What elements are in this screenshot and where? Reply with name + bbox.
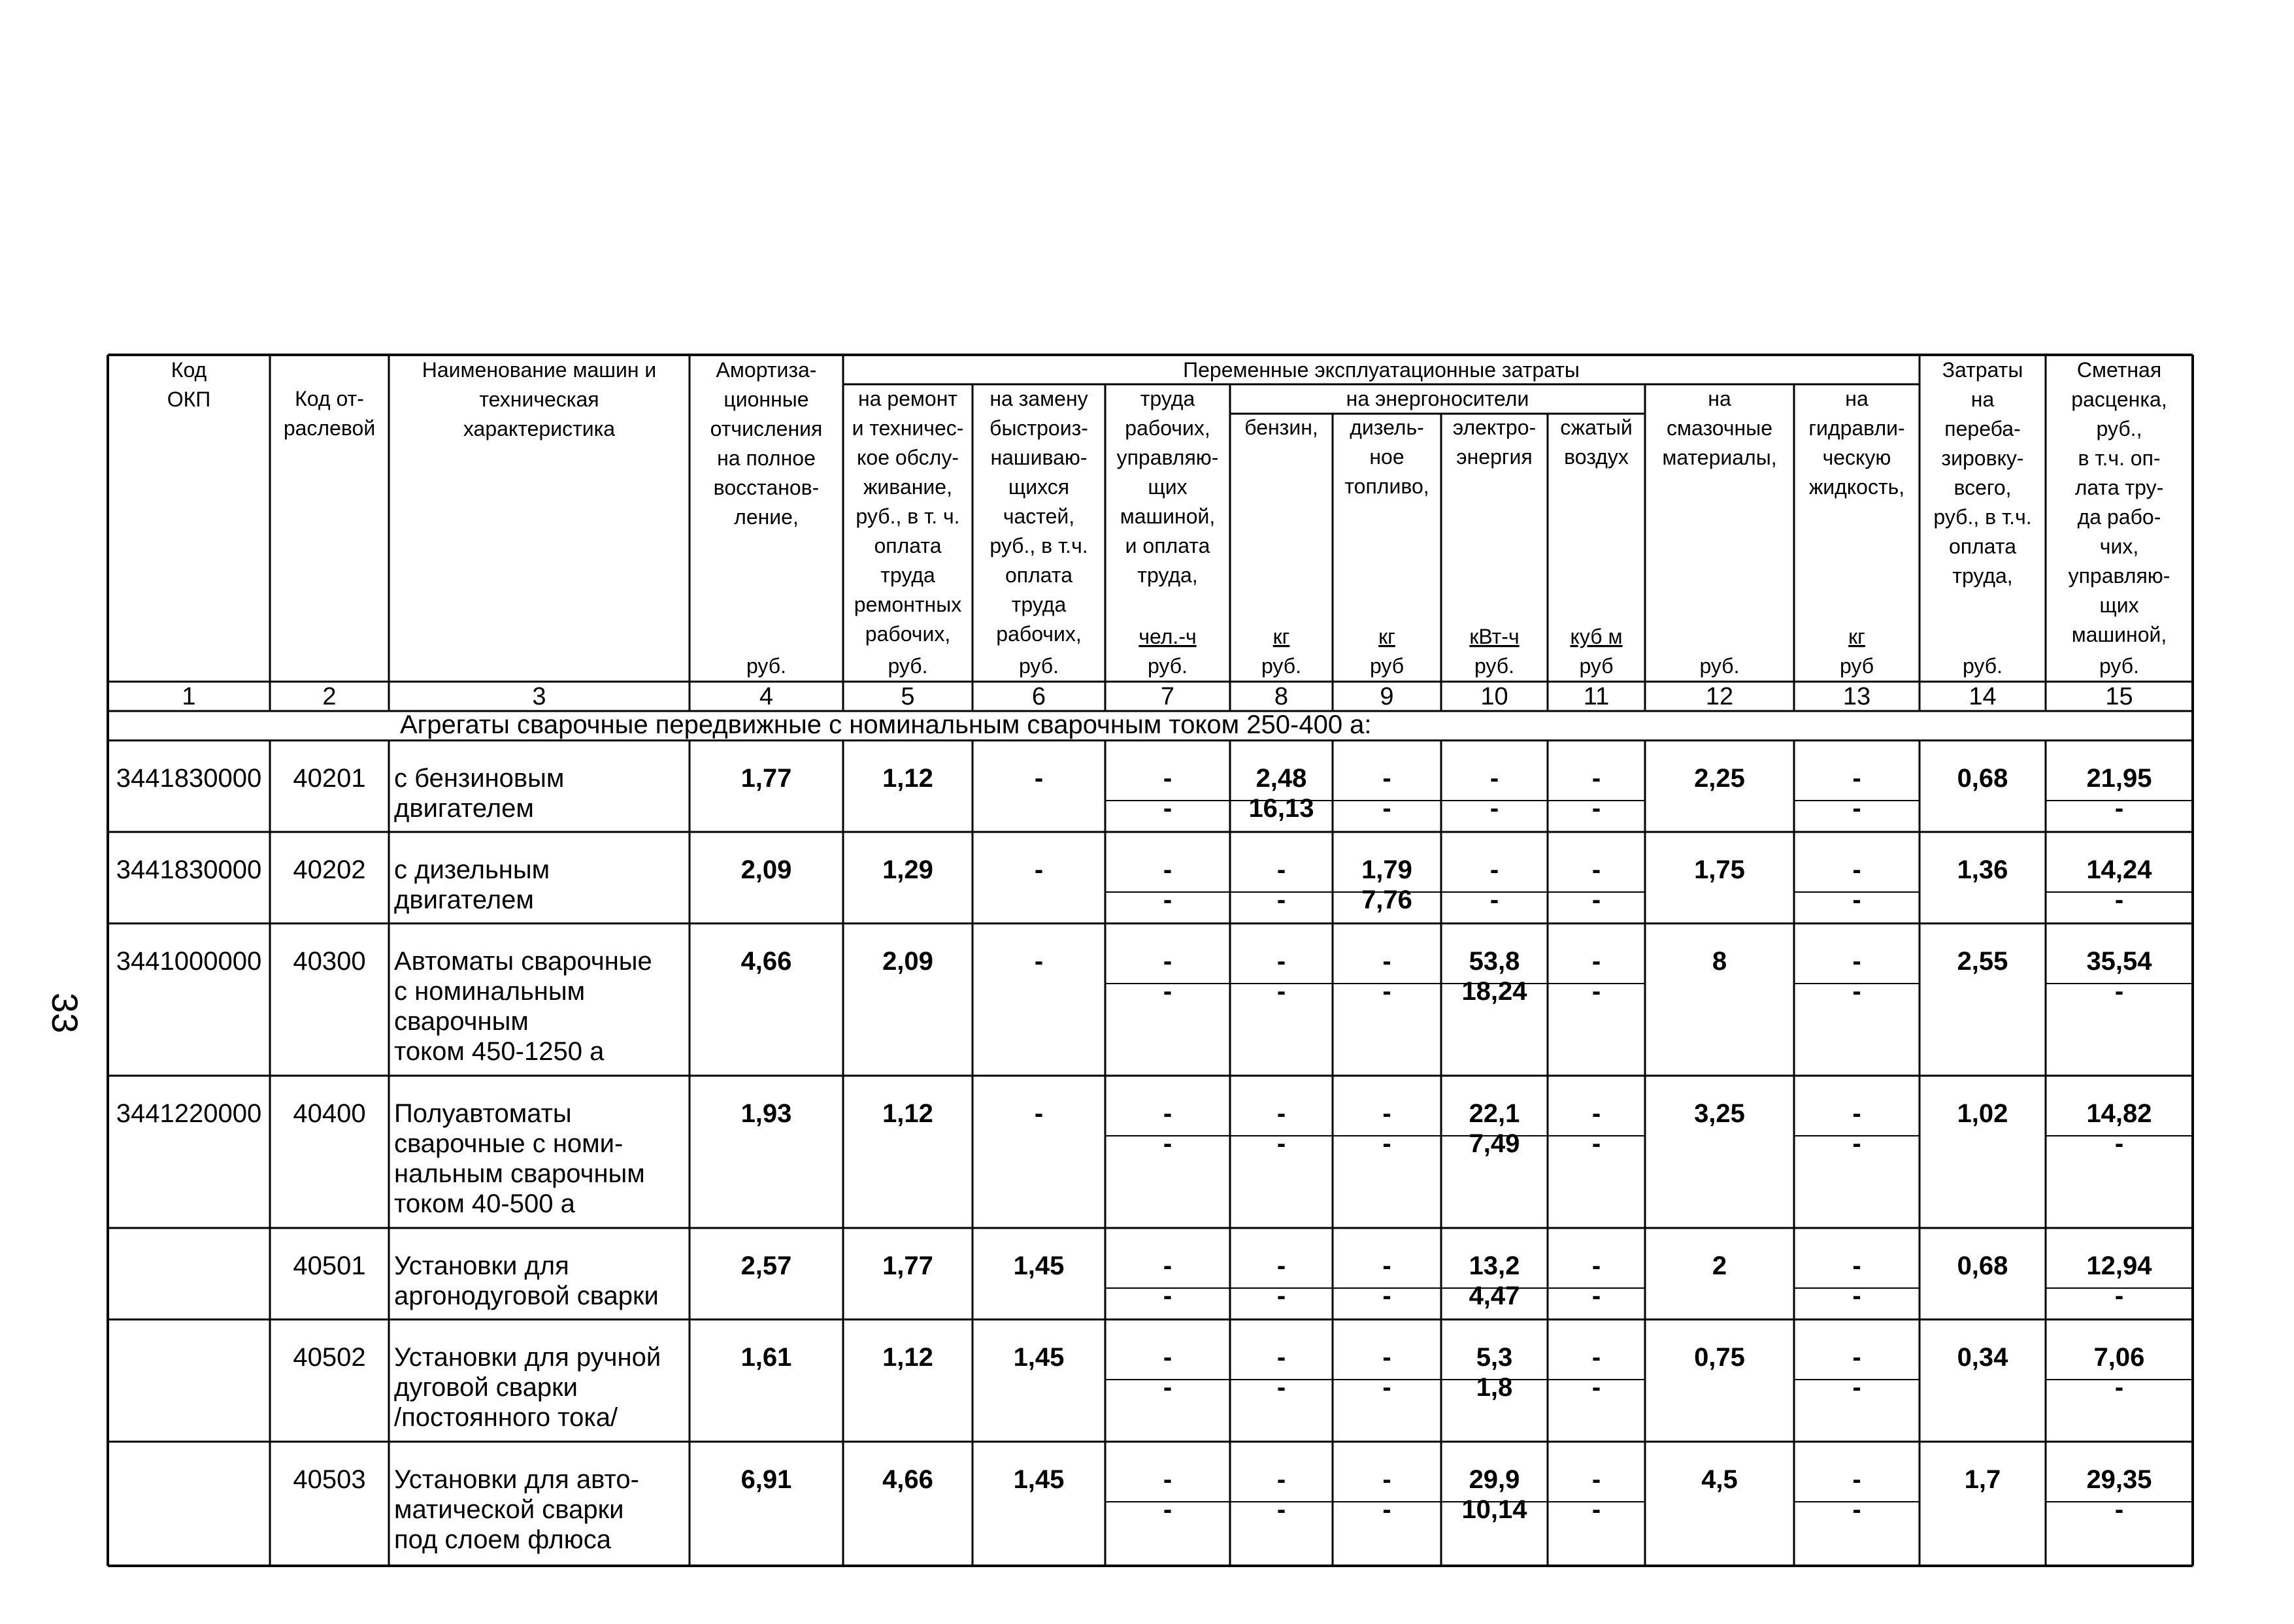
header-text: на замену	[989, 387, 1088, 410]
value-c7: -	[1163, 855, 1172, 884]
column-number: 8	[1274, 683, 1289, 710]
header-unit: руб.	[1018, 654, 1059, 678]
value-c9: 1,79	[1361, 855, 1412, 884]
header-text: Код от-	[295, 387, 364, 410]
value-c8: -	[1276, 855, 1286, 884]
value-c13: -	[1852, 1465, 1861, 1494]
branch-code: 40201	[293, 764, 366, 793]
header-text: всего,	[1953, 476, 2012, 499]
value-c10-sub: 18,24	[1461, 977, 1527, 1006]
value-c7-sub: -	[1163, 794, 1172, 823]
value-c7-sub: -	[1163, 1373, 1172, 1402]
header-text: расценка,	[2071, 388, 2167, 411]
header-text: воздух	[1564, 445, 1629, 469]
header-unit: руб.	[1474, 654, 1515, 678]
header-text: труда,	[1137, 563, 1198, 587]
header-text: дизель-	[1350, 416, 1424, 439]
value-c9: -	[1382, 1099, 1391, 1128]
header-text: труда	[1140, 387, 1195, 410]
energy-title: на энергоносители	[1346, 387, 1529, 410]
branch-code: 40501	[293, 1251, 366, 1280]
header-text: труда,	[1952, 564, 2013, 588]
value-c7: -	[1163, 1099, 1172, 1128]
value-c6: -	[1034, 1099, 1044, 1128]
column-number: 5	[901, 683, 915, 710]
column-number: 6	[1031, 683, 1046, 710]
column-number: 12	[1705, 683, 1734, 710]
value-c15-sub: -	[2114, 1129, 2124, 1158]
column-number: 7	[1160, 683, 1175, 710]
value-c15: 14,24	[2086, 855, 2152, 884]
value-c9: -	[1382, 1343, 1391, 1372]
header-text: в т.ч. оп-	[2078, 446, 2161, 470]
value-c9-sub: 7,76	[1361, 886, 1412, 914]
column-number: 2	[322, 683, 337, 710]
header-text: быстроиз-	[989, 416, 1088, 440]
column-number: 14	[1969, 683, 1997, 710]
header-unit: руб.	[1147, 654, 1188, 678]
value-c6: -	[1034, 855, 1044, 884]
value-c10-sub: 4,47	[1469, 1282, 1520, 1310]
value-c13: -	[1852, 1099, 1861, 1128]
header-text: ционные	[723, 388, 809, 411]
header-text: руб., в т.ч.	[1933, 505, 2032, 529]
value-c8-sub: -	[1276, 1129, 1286, 1158]
value-c14: 1,36	[1957, 855, 2008, 884]
value-c7-sub: -	[1163, 1495, 1172, 1524]
header-text: машиной,	[1120, 505, 1216, 528]
value-c15-sub: -	[2114, 977, 2124, 1006]
header-unit: руб.	[746, 654, 787, 678]
header-text: Код	[171, 358, 207, 382]
header-unit: кг	[1848, 625, 1865, 648]
value-c12: 3,25	[1694, 1099, 1745, 1128]
machine-name: двигателем	[394, 886, 534, 914]
value-c15: 7,06	[2093, 1343, 2145, 1372]
value-c5: 2,09	[882, 947, 933, 976]
value-c13-sub: -	[1852, 1282, 1861, 1310]
value-c8-sub: 16,13	[1248, 794, 1314, 823]
header-text: переба-	[1944, 417, 2021, 440]
value-c10-sub: 7,49	[1469, 1129, 1520, 1158]
value-c8-sub: -	[1276, 977, 1286, 1006]
value-c13: -	[1852, 1251, 1861, 1280]
value-c8: -	[1276, 1251, 1286, 1280]
header-text: ческую	[1822, 446, 1891, 469]
header-unit: руб.	[1261, 654, 1302, 678]
header-unit: руб	[1579, 654, 1614, 678]
value-c15-sub: -	[2114, 794, 2124, 823]
header-text: труда	[1011, 593, 1067, 616]
header-text: нашиваю-	[990, 446, 1088, 469]
value-c11-sub: -	[1591, 886, 1601, 914]
header-unit: руб	[1839, 654, 1874, 678]
header-text: Затраты	[1942, 358, 2023, 382]
value-c14: 1,02	[1957, 1099, 2008, 1128]
value-c10-sub: -	[1489, 794, 1499, 823]
value-c9-sub: -	[1382, 1495, 1391, 1524]
okp-code: 3441830000	[116, 764, 262, 793]
header-text: частей,	[1003, 505, 1075, 528]
value-c7: -	[1163, 1251, 1172, 1280]
value-c8: -	[1276, 1099, 1286, 1128]
value-c4: 6,91	[740, 1465, 792, 1494]
value-c8-sub: -	[1276, 1495, 1286, 1524]
value-c9-sub: -	[1382, 977, 1391, 1006]
value-c14: 2,55	[1957, 947, 2008, 976]
value-c4: 2,57	[740, 1251, 792, 1280]
header-text: и оплата	[1125, 534, 1210, 557]
machine-name: Установки для	[394, 1251, 569, 1280]
value-c8-sub: -	[1276, 886, 1286, 914]
value-c9: -	[1382, 1251, 1391, 1280]
header-text: смазочные	[1667, 416, 1772, 440]
value-c11-sub: -	[1591, 977, 1601, 1006]
value-c7: -	[1163, 947, 1172, 976]
value-c10-sub: -	[1489, 886, 1499, 914]
value-c13: -	[1852, 764, 1861, 793]
header-text: ление,	[734, 505, 799, 529]
okp-code: 3441220000	[116, 1099, 262, 1128]
value-c7-sub: -	[1163, 1282, 1172, 1310]
value-c15-sub: -	[2114, 1495, 2124, 1524]
value-c13-sub: -	[1852, 886, 1861, 914]
value-c7-sub: -	[1163, 1129, 1172, 1158]
machine-name: сварочным	[394, 1007, 529, 1036]
value-c11: -	[1591, 1251, 1601, 1280]
section-title: Агрегаты сварочные передвижные с номинальным сварочным током 250-400 а:	[400, 710, 1372, 739]
value-c9: -	[1382, 947, 1391, 976]
header-text: рабочих,	[865, 622, 951, 646]
value-c8: -	[1276, 1465, 1286, 1494]
value-c10: -	[1489, 855, 1499, 884]
value-c14: 1,7	[1964, 1465, 2001, 1494]
machine-name: под слоем флюса	[394, 1525, 611, 1554]
header-unit: руб.	[2099, 654, 2140, 678]
value-c11: -	[1591, 947, 1601, 976]
value-c11: -	[1591, 855, 1601, 884]
header-text: на	[1970, 388, 1995, 411]
value-c13-sub: -	[1852, 1129, 1861, 1158]
machine-name: током 450-1250 а	[394, 1037, 605, 1066]
value-c6: 1,45	[1013, 1251, 1065, 1280]
value-c11: -	[1591, 1465, 1601, 1494]
machine-name: двигателем	[394, 794, 534, 823]
branch-code: 40202	[293, 855, 366, 884]
header-unit: кВт-ч	[1469, 625, 1520, 648]
header-text: ное	[1369, 445, 1405, 469]
value-c11-sub: -	[1591, 1129, 1601, 1158]
value-c4: 2,09	[740, 855, 792, 884]
value-c10-sub: 10,14	[1461, 1495, 1527, 1524]
branch-code: 40300	[293, 947, 366, 976]
value-c11: -	[1591, 1343, 1601, 1372]
value-c5: 1,77	[882, 1251, 933, 1280]
value-c10: 13,2	[1469, 1251, 1520, 1280]
value-c12: 2,25	[1694, 764, 1745, 793]
value-c9: -	[1382, 764, 1391, 793]
column-number: 11	[1583, 683, 1610, 710]
column-number: 1	[182, 683, 196, 710]
value-c10: 29,9	[1469, 1465, 1520, 1494]
value-c5: 1,12	[882, 764, 933, 793]
value-c13-sub: -	[1852, 1373, 1861, 1402]
header-text: материалы,	[1662, 446, 1777, 469]
header-text: энергия	[1456, 445, 1533, 469]
value-c12: 0,75	[1694, 1343, 1745, 1372]
header-text: на	[1708, 387, 1731, 410]
column-number: 4	[759, 683, 774, 710]
value-c11-sub: -	[1591, 1495, 1601, 1524]
machine-name: с бензиновым	[394, 764, 565, 793]
header-text: восстанов-	[713, 476, 820, 499]
header-unit: руб.	[1699, 654, 1740, 678]
value-c9-sub: -	[1382, 794, 1391, 823]
value-c7: -	[1163, 1465, 1172, 1494]
column-number: 9	[1380, 683, 1394, 710]
value-c9-sub: -	[1382, 1129, 1391, 1158]
value-c6: -	[1034, 764, 1044, 793]
value-c10-sub: 1,8	[1476, 1373, 1513, 1402]
machine-name: Полуавтоматы	[394, 1099, 572, 1128]
value-c13: -	[1852, 855, 1861, 884]
header-unit: руб.	[888, 654, 928, 678]
header-unit: кг	[1378, 625, 1395, 648]
header-text: на	[1845, 387, 1869, 410]
machine-name: /постоянного тока/	[394, 1403, 618, 1432]
header-text: рабочих,	[1125, 416, 1210, 440]
value-c10: -	[1489, 764, 1499, 793]
value-c10: 22,1	[1469, 1099, 1520, 1128]
value-c9-sub: -	[1382, 1373, 1391, 1402]
value-c5: 1,29	[882, 855, 933, 884]
value-c13: -	[1852, 1343, 1861, 1372]
header-text: ОКП	[167, 388, 211, 411]
header-text: щихся	[1008, 475, 1070, 499]
machine-name: Автоматы сварочные	[394, 947, 652, 976]
header-text: техническая	[479, 388, 599, 411]
header-text: руб., в т. ч.	[856, 505, 960, 528]
value-c6: 1,45	[1013, 1343, 1065, 1372]
header-text: на полное	[717, 446, 816, 470]
machine-name: с дизельным	[394, 855, 550, 884]
value-c8: -	[1276, 1343, 1286, 1372]
value-c8: -	[1276, 947, 1286, 976]
header-unit: кг	[1272, 625, 1290, 648]
value-c8-sub: -	[1276, 1373, 1286, 1402]
value-c15: 29,35	[2086, 1465, 2152, 1494]
header-text: сжатый	[1560, 416, 1633, 439]
value-c12: 2	[1712, 1251, 1727, 1280]
value-c6: -	[1034, 947, 1044, 976]
value-c15-sub: -	[2114, 1282, 2124, 1310]
value-c9: -	[1382, 1465, 1391, 1494]
value-c15: 14,82	[2086, 1099, 2152, 1128]
machine-name: матической сварки	[394, 1495, 624, 1524]
header-text: оплата	[874, 534, 942, 557]
header-text: Наименование машин и	[422, 358, 657, 382]
value-c6: 1,45	[1013, 1465, 1065, 1494]
header-text: труда	[880, 563, 935, 587]
header-text: жидкость,	[1808, 475, 1905, 499]
value-c11-sub: -	[1591, 1373, 1601, 1402]
column-number: 3	[532, 683, 546, 710]
value-c11: -	[1591, 764, 1601, 793]
value-c7: -	[1163, 1343, 1172, 1372]
header-text: Сметная	[2076, 358, 2162, 382]
value-c10: 53,8	[1469, 947, 1520, 976]
value-c5: 1,12	[882, 1099, 933, 1128]
value-c14: 0,34	[1957, 1343, 2008, 1372]
value-c14: 0,68	[1957, 1251, 2008, 1280]
branch-code: 40502	[293, 1343, 366, 1372]
column-number: 13	[1842, 683, 1871, 710]
page-number: 33	[44, 992, 86, 1034]
header-unit: чел.-ч	[1139, 625, 1197, 648]
value-c14: 0,68	[1957, 764, 2008, 793]
header-text: оплата	[1005, 563, 1072, 587]
header-text: машиной,	[2071, 623, 2167, 646]
header-text: отчисления	[710, 417, 823, 440]
header-text: лата тру-	[2074, 476, 2164, 499]
header-text: чих,	[2099, 535, 2139, 558]
machine-name: сварочные с номи-	[394, 1129, 623, 1158]
okp-code: 3441830000	[116, 855, 262, 884]
value-c12: 1,75	[1694, 855, 1745, 884]
header-text: рабочих,	[996, 622, 1082, 646]
header-text: оплата	[1949, 535, 2016, 558]
value-c15: 35,54	[2086, 947, 2152, 976]
machine-name: током 40-500 а	[394, 1189, 575, 1218]
header-text: зировку-	[1941, 446, 2024, 470]
machine-name: дуговой сварки	[394, 1373, 578, 1402]
header-text: раслевой	[283, 416, 376, 440]
value-c13-sub: -	[1852, 977, 1861, 1006]
header-text: да рабо-	[2077, 505, 2161, 529]
branch-code: 40503	[293, 1465, 366, 1494]
value-c9-sub: -	[1382, 1282, 1391, 1310]
header-text: бензин,	[1244, 416, 1318, 439]
value-c12: 8	[1712, 947, 1727, 976]
header-unit: руб	[1369, 654, 1405, 678]
value-c11-sub: -	[1591, 794, 1601, 823]
branch-code: 40400	[293, 1099, 366, 1128]
value-c4: 4,66	[740, 947, 792, 976]
okp-code: 3441000000	[116, 947, 262, 976]
value-c13: -	[1852, 947, 1861, 976]
value-c15-sub: -	[2114, 1373, 2124, 1402]
column-number: 10	[1480, 683, 1508, 710]
machine-name: Установки для авто-	[394, 1465, 639, 1494]
machine-name: Установки для ручной	[394, 1343, 661, 1372]
value-c7-sub: -	[1163, 977, 1172, 1006]
header-text: и техничес-	[852, 416, 964, 440]
value-c5: 1,12	[882, 1343, 933, 1372]
header-text: кое обслу-	[857, 446, 959, 469]
header-text: щих	[2099, 593, 2139, 617]
value-c4: 1,61	[740, 1343, 792, 1372]
header-text: электро-	[1452, 416, 1537, 439]
header-text: на ремонт	[857, 387, 958, 410]
header-text: топливо,	[1344, 474, 1429, 498]
header-unit: куб м	[1570, 625, 1623, 648]
header-text: управляю-	[2068, 564, 2170, 588]
value-c8-sub: -	[1276, 1282, 1286, 1310]
machine-name: нальным сварочным	[394, 1159, 645, 1188]
value-c15: 21,95	[2086, 764, 2152, 793]
header-text: гидравли-	[1808, 416, 1905, 440]
value-c4: 1,77	[740, 764, 792, 793]
machine-name: аргонодуговой сварки	[394, 1282, 659, 1310]
value-c15-sub: -	[2114, 886, 2124, 914]
value-c13-sub: -	[1852, 1495, 1861, 1524]
header-text: живание,	[863, 475, 952, 499]
value-c8: 2,48	[1255, 764, 1307, 793]
column-number: 15	[2105, 683, 2133, 710]
value-c10: 5,3	[1476, 1343, 1513, 1372]
value-c4: 1,93	[740, 1099, 792, 1128]
header-text: щих	[1148, 475, 1188, 499]
machine-name: с номинальным	[394, 977, 586, 1006]
header-text: управляю-	[1116, 446, 1219, 469]
header-text: характеристика	[463, 417, 616, 440]
value-c11: -	[1591, 1099, 1601, 1128]
header-text: руб., в т.ч.	[989, 534, 1088, 557]
value-c15: 12,94	[2086, 1251, 2152, 1280]
value-c7: -	[1163, 764, 1172, 793]
header-text: руб.,	[2096, 417, 2142, 440]
value-c5: 4,66	[882, 1465, 933, 1494]
value-c13-sub: -	[1852, 794, 1861, 823]
value-c7-sub: -	[1163, 886, 1172, 914]
header-unit: руб.	[1962, 654, 2003, 678]
group-title: Переменные эксплуатационные затраты	[1183, 358, 1580, 382]
header-text: Амортиза-	[716, 358, 817, 382]
header-text: ремонтных	[854, 593, 962, 616]
value-c11-sub: -	[1591, 1282, 1601, 1310]
value-c12: 4,5	[1701, 1465, 1738, 1494]
